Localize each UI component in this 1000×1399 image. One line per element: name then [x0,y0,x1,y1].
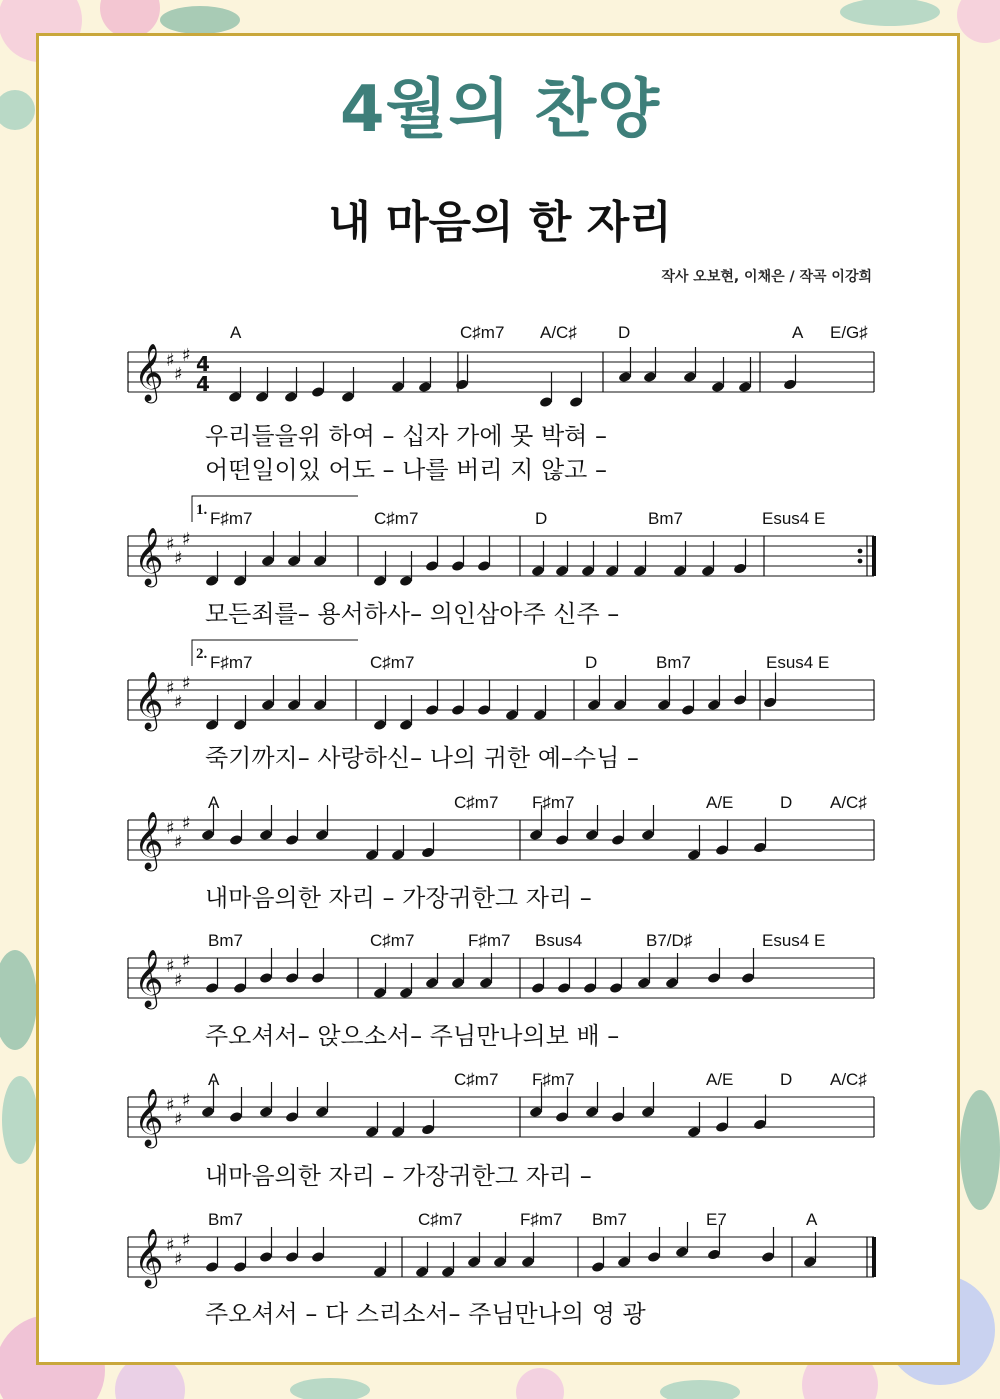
score-system [128,793,874,912]
lyric-line: 주오셔서– 앉으소서– 주님만나의보 배 – [205,1022,620,1050]
chord-symbol: F♯m7 [210,509,253,528]
sharp-icon: ♯ [174,1249,183,1270]
lyric-line: 죽기까지– 사랑하신– 나의 귀한 예–수님 – [205,744,639,772]
sharp-icon: ♯ [174,970,183,991]
sharp-icon: ♯ [182,529,191,550]
month-title: 4월의 찬양 [339,73,661,147]
treble-clef-icon: 𝄞 [134,1088,164,1146]
chord-symbol: A/C♯ [540,323,577,342]
credits: 작사 오보현, 이채은 / 작곡 이강희 [661,269,872,285]
lyric-line: 내마음의한 자리 – 가장귀한그 자리 – [205,1162,592,1190]
chord-symbol: Bm7 [592,1210,627,1229]
chord-symbol: A [792,323,804,342]
chord-symbol: A [230,323,242,342]
chord-symbol: Bm7 [208,1210,243,1229]
time-signature-bottom: 4 [196,372,210,396]
treble-clef-icon: 𝄞 [134,949,164,1007]
sharp-icon: ♯ [174,832,183,853]
sharp-icon: ♯ [166,678,175,699]
chord-symbol: D [618,323,631,342]
chord-symbol: Esus4 E [766,653,830,672]
score-system [128,640,874,772]
chord-symbol: A [208,793,220,812]
sharp-icon: ♯ [182,951,191,972]
sharp-icon: ♯ [166,818,175,839]
sharp-icon: ♯ [166,1235,175,1256]
sharp-icon: ♯ [182,813,191,834]
chord-symbol: Bm7 [208,931,243,950]
chord-symbol: D [780,1070,793,1089]
chord-symbol: F♯m7 [520,1210,563,1229]
sharp-icon: ♯ [182,1230,191,1251]
sharp-icon: ♯ [182,673,191,694]
sharp-icon: ♯ [174,1109,183,1130]
sharp-icon: ♯ [182,345,191,366]
score-system [128,1070,874,1190]
chord-symbol: F♯m7 [532,793,575,812]
score-system [128,1210,874,1328]
sharp-icon: ♯ [166,1095,175,1116]
chord-symbol: A/E [706,1070,734,1089]
chord-symbol: C♯m7 [418,1210,463,1229]
lyric-line: 주오셔서 – 다 스리소서– 주님만나의 영 광 [205,1300,646,1328]
sharp-icon: ♯ [166,956,175,977]
chord-symbol: F♯m7 [210,653,253,672]
chord-symbol: A/C♯ [830,1070,867,1089]
lyric-line: 내마음의한 자리 – 가장귀한그 자리 – [205,884,592,912]
volta-number: 2. [196,646,208,662]
repeat-dot [858,559,863,564]
treble-clef-icon: 𝄞 [134,527,164,585]
chord-symbol: D [585,653,598,672]
treble-clef-icon: 𝄞 [134,1228,164,1286]
chord-symbol: Bm7 [648,509,683,528]
sharp-icon: ♯ [174,548,183,569]
chord-symbol: D [780,793,793,812]
treble-clef-icon: 𝄞 [134,343,164,401]
chord-symbol: E/G♯ [830,323,868,342]
score-system [128,931,874,1050]
chord-symbol: C♯m7 [370,653,415,672]
chord-symbol: A [208,1070,220,1089]
treble-clef-icon: 𝄞 [134,811,164,869]
chord-symbol: Esus4 E [762,509,826,528]
lyric-line: 모든죄를– 용서하사– 의인삼아주 신주 – [205,600,620,628]
time-signature-top: 4 [196,352,210,376]
chord-symbol: A [806,1210,818,1229]
score-system [128,496,874,628]
chord-symbol: Bsus4 [535,931,583,950]
chord-symbol: F♯m7 [532,1070,575,1089]
score-system [128,323,874,484]
sharp-icon: ♯ [174,364,183,385]
chord-symbol: F♯m7 [468,931,511,950]
chord-symbol: C♯m7 [370,931,415,950]
chord-symbol: A/E [706,793,734,812]
chord-symbol: Esus4 E [762,931,826,950]
chord-symbol: E7 [706,1210,727,1229]
treble-clef-icon: 𝄞 [134,671,164,729]
chord-symbol: A/C♯ [830,793,867,812]
sharp-icon: ♯ [182,1090,191,1111]
chord-symbol: C♯m7 [454,1070,499,1089]
song-title: 내 마음의 한 자리 [328,197,672,248]
sharp-icon: ♯ [174,692,183,713]
lyric-line: 우리들을위 하여 – 십자 가에 못 박혀 – [205,422,607,450]
repeat-dot [858,549,863,554]
sharp-icon: ♯ [166,534,175,555]
lyric-line: 어떤일이있 어도 – 나를 버리 지 않고 – [205,456,607,484]
chord-symbol: C♯m7 [374,509,419,528]
chord-symbol: B7/D♯ [646,931,693,950]
chord-symbol: C♯m7 [460,323,505,342]
volta-number: 1. [196,502,208,518]
sharp-icon: ♯ [166,350,175,371]
chord-symbol: C♯m7 [454,793,499,812]
chord-symbol: D [535,509,548,528]
chord-symbol: Bm7 [656,653,691,672]
